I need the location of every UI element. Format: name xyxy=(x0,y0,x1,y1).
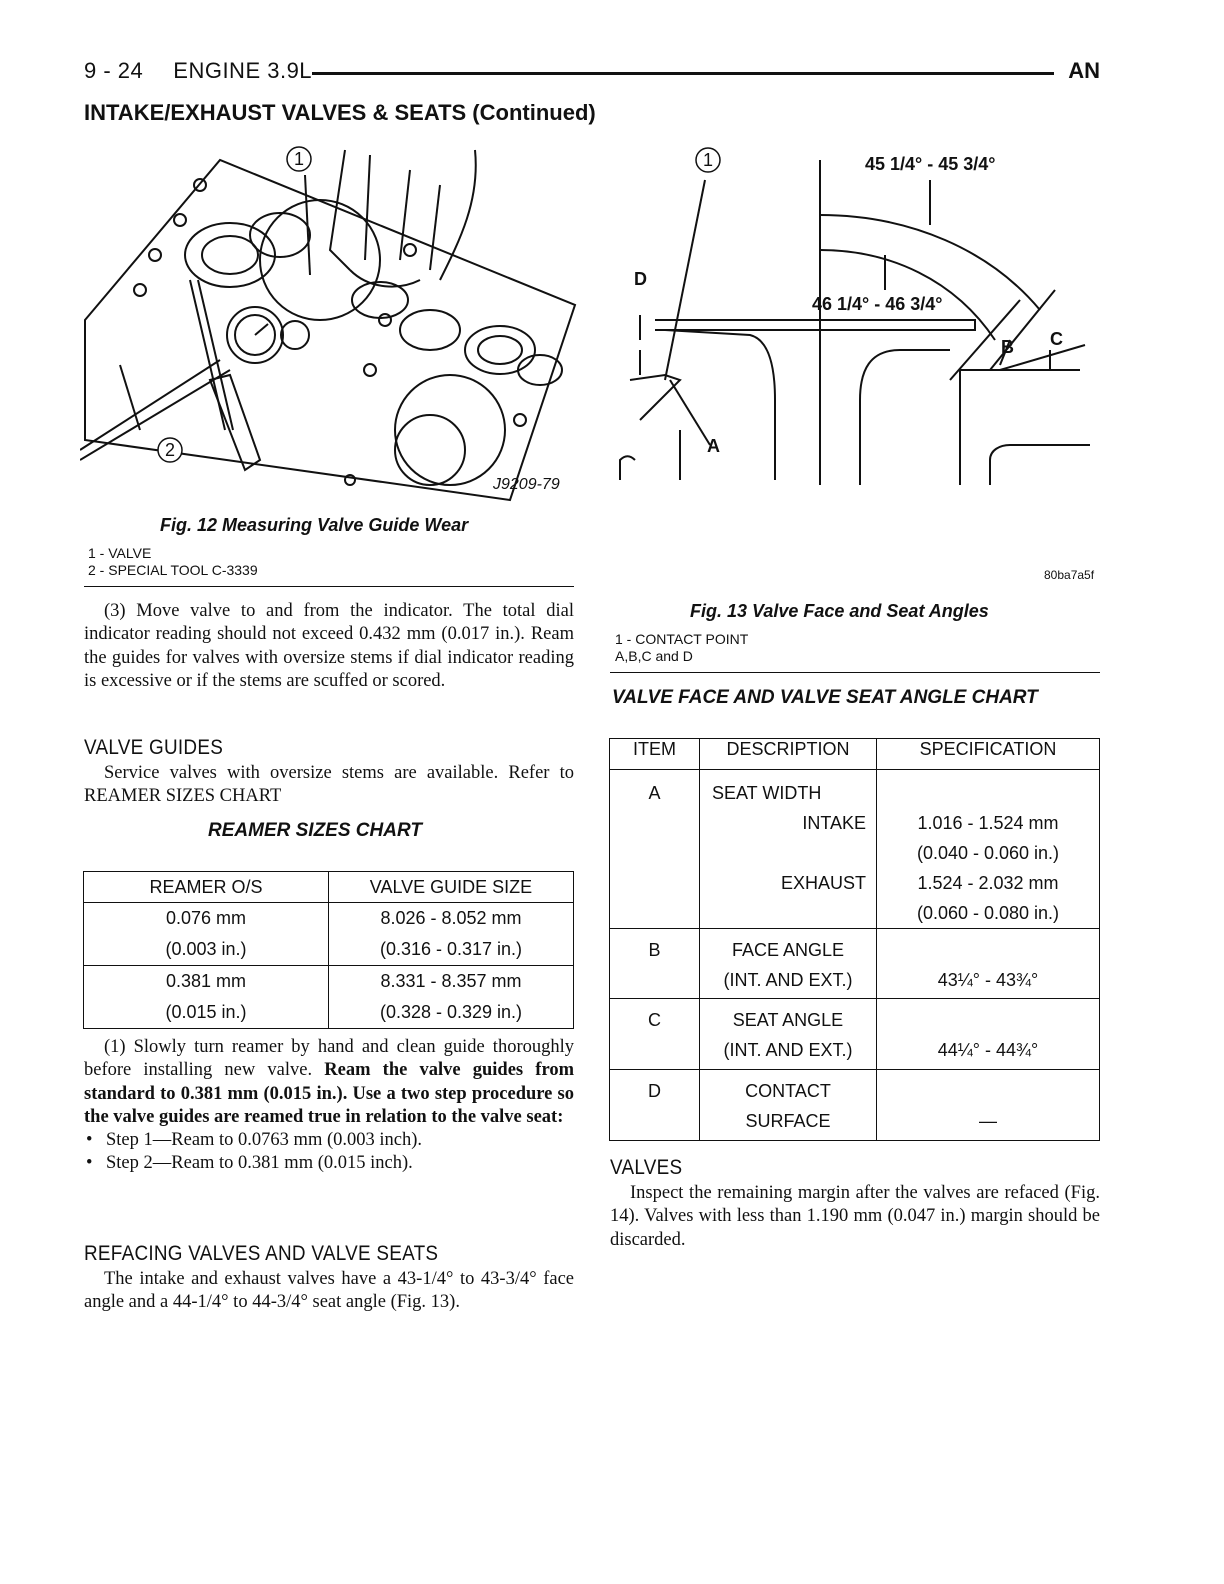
item-cell: D xyxy=(648,1081,661,1101)
left-column-text xyxy=(84,600,574,693)
section-name: ENGINE 3.9L xyxy=(173,58,313,83)
model-code: AN xyxy=(1068,58,1100,83)
spec-cell: (0.060 - 0.080 in.) xyxy=(916,903,1060,923)
reamer-col-header: REAMER O/S xyxy=(84,872,329,903)
valves-section xyxy=(610,1156,1100,1252)
fig13-callout-1: 1 xyxy=(702,150,714,170)
step-1-text: (1) Slowly turn reamer by hand and clean guide thoroughly before installing new valve. xyxy=(84,1037,574,1081)
fig13-label-b: B xyxy=(1001,337,1014,357)
fig13-legend-item: 1 - CONTACT POINT xyxy=(615,631,749,647)
step-1-paragraph xyxy=(84,1036,574,1176)
item-cell: B xyxy=(648,940,661,960)
guide-size-mm: 8.026 - 8.052 mm xyxy=(380,908,522,928)
fig12-callout-2: 2 xyxy=(164,440,176,460)
fig13-angle-mid: 46 1/4° - 46 3/4° xyxy=(812,294,943,314)
description-cell: SURFACE xyxy=(745,1111,831,1131)
fig13-label-a: A xyxy=(707,436,720,456)
figure-13-illustration xyxy=(610,140,1100,490)
fig12-legend-item: 2 - SPECIAL TOOL C-3339 xyxy=(88,562,258,578)
fig13-caption: Fig. 13 Valve Face and Seat Angles xyxy=(690,601,989,621)
fig13-angle-top: 45 1/4° - 45 3/4° xyxy=(865,154,996,174)
fig12-legend xyxy=(88,545,258,579)
refacing-section xyxy=(84,1242,574,1315)
reamer-os-mm: 0.381 mm xyxy=(165,971,247,991)
valves-heading: VALVES xyxy=(610,1156,683,1179)
description-cell: (INT. AND EXT.) xyxy=(723,970,853,990)
fig13-legend-item: A,B,C and D xyxy=(615,648,693,664)
valves-text: Inspect the remaining margin after the valves are refaced (Fig. 14). Valves with less than 1.190 mm (0.047 in.) margin should be discarded. xyxy=(610,1183,1100,1250)
table-row xyxy=(610,929,1100,999)
step-1-bold-text: Ream the valve guides from standard to 0.381 mm (0.015 in.). Use a two step procedure so the valve guides are reamed true in relation to the valve seat: xyxy=(84,1060,574,1127)
spec-cell: (0.040 - 0.060 in.) xyxy=(916,843,1060,863)
guide-size-col-header: VALVE GUIDE SIZE xyxy=(329,872,574,903)
fig12-caption: Fig. 12 Measuring Valve Guide Wear xyxy=(160,515,469,535)
section-title: INTAKE/EXHAUST VALVES & SEATS (Continued) xyxy=(84,100,596,125)
reamer-os-in: (0.015 in.) xyxy=(165,1002,247,1022)
table-row xyxy=(84,903,574,966)
fig12-callout-1: 1 xyxy=(293,149,305,169)
list-item: • Step 1—Ream to 0.0763 mm (0.003 inch). xyxy=(106,1129,574,1152)
specification-col-header: SPECIFICATION xyxy=(877,739,1100,770)
exhaust-label: EXHAUST xyxy=(780,873,866,893)
fig12-rule xyxy=(84,586,574,587)
header-rule xyxy=(312,72,1054,75)
fig13-legend xyxy=(615,631,748,665)
description-col-header: DESCRIPTION xyxy=(700,739,877,770)
page-number: 9 - 24 xyxy=(84,58,144,83)
refacing-heading: REFACING VALVES AND VALVE SEATS xyxy=(84,1242,439,1265)
reamer-os-mm: 0.076 mm xyxy=(165,908,247,928)
step-list xyxy=(84,1129,574,1176)
spec-cell: 44¼° - 44¾° xyxy=(937,1040,1039,1060)
item-cell: C xyxy=(648,1010,661,1030)
figure-12-illustration xyxy=(80,140,580,505)
paragraph-3: (3) Move valve to and from the indicator. The total dial indicator reading should not exceed 0.432 mm (0.017 in.). Ream the guides for valves with oversize stems if dial indicator reading is excessive or if the stems are scuffed or scored. xyxy=(84,601,574,691)
description-cell: SEAT ANGLE xyxy=(732,1010,844,1030)
spec-cell: — xyxy=(979,1111,997,1131)
guide-size-in: (0.328 - 0.329 in.) xyxy=(379,1002,523,1022)
refacing-text: The intake and exhaust valves have a 43-1/4° to 43-3/4° face angle and a 44-1/4° to 44-3/4° seat angle (Fig. 13). xyxy=(84,1269,574,1313)
page-header xyxy=(84,58,312,84)
table-row xyxy=(610,999,1100,1070)
spec-cell: 1.016 - 1.524 mm xyxy=(917,813,1059,833)
fig13-label-d: D xyxy=(634,269,647,289)
item-col-header: ITEM xyxy=(610,739,700,770)
seat-chart-title: VALVE FACE AND VALVE SEAT ANGLE CHART xyxy=(612,687,1038,708)
reamer-chart-title: REAMER SIZES CHART xyxy=(208,820,422,841)
valve-guides-text: Service valves with oversize stems are available. Refer to REAMER SIZES CHART xyxy=(84,763,574,807)
fig13-rule xyxy=(610,672,1100,673)
valve-guides-section xyxy=(84,736,574,809)
spec-cell: 1.524 - 2.032 mm xyxy=(917,873,1059,893)
reamer-os-in: (0.003 in.) xyxy=(165,939,247,959)
fig12-legend-item: 1 - VALVE xyxy=(88,545,152,561)
guide-size-in: (0.316 - 0.317 in.) xyxy=(379,939,523,959)
description-cell: FACE ANGLE xyxy=(731,940,845,960)
list-item: • Step 2—Ream to 0.381 mm (0.015 inch). xyxy=(106,1152,574,1175)
valve-guides-heading: VALVE GUIDES xyxy=(84,736,224,759)
table-row xyxy=(610,770,1100,929)
valve-seat-angle-table xyxy=(609,738,1100,1141)
description-cell: (INT. AND EXT.) xyxy=(723,1040,853,1060)
item-cell: A xyxy=(648,783,661,803)
intake-label: INTAKE xyxy=(802,813,866,833)
spec-cell: 43¼° - 43¾° xyxy=(937,970,1039,990)
fig13-label-c: C xyxy=(1050,329,1063,349)
table-row xyxy=(610,1070,1100,1141)
table-row xyxy=(84,966,574,1029)
fig12-image-id: J9209-79 xyxy=(493,476,560,493)
fig13-image-id: 80ba7a5f xyxy=(1044,568,1095,582)
reamer-sizes-table xyxy=(83,871,574,1029)
description-cell: SEAT WIDTH xyxy=(712,783,822,803)
guide-size-mm: 8.331 - 8.357 mm xyxy=(380,971,522,991)
description-cell: CONTACT xyxy=(745,1081,831,1101)
